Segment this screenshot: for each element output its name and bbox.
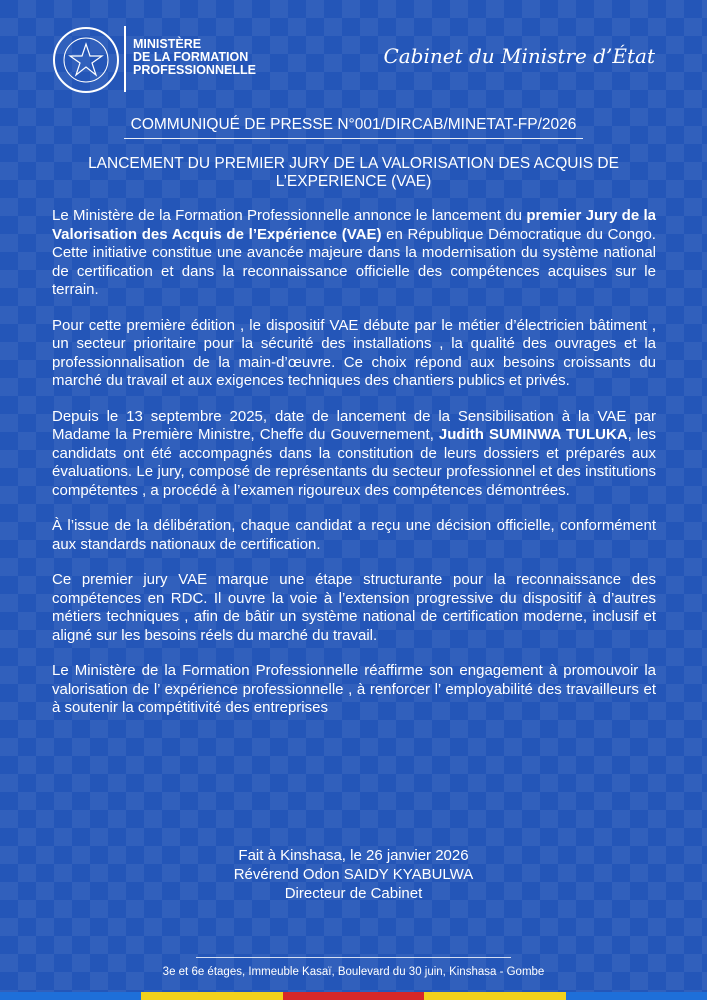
- p1-text-c: en République Démocratique du Congo. Cette initiative constitue une avancée majeure dans la modernisation du système national de certification et dans la reconnaissance officielle des compétences acquises sur le terrain.: [52, 225, 656, 298]
- reference-underline: [124, 138, 583, 139]
- footer-divider: [196, 957, 511, 958]
- header-divider: [124, 26, 126, 92]
- communique-body: [52, 207, 656, 735]
- ministry-line-3: PROFESSIONNELLE: [133, 63, 256, 77]
- signatory-name: Révérend Odon SAIDY KYABULWA: [233, 866, 474, 883]
- flag-segment: [283, 992, 424, 1000]
- p3-text-a: Depuis le 13 septembre 2025, date de lancement de la Sensibilisation à la VAE par Madame la Première Ministre, Cheffe du Gouvernement,: [52, 407, 656, 443]
- paragraph-6: Le Ministère de la Formation Professionnelle réaffirme son engagement à promouvoir la valorisation de l’ expérience professionnelle , à renforcer l’ employabilité des travailleurs et à soutenir la compétitivité des entreprises: [52, 662, 656, 716]
- ministry-line-1: MINISTÈRE: [133, 37, 202, 51]
- cabinet-title: Cabinet du Ministre d’État: [383, 44, 655, 68]
- paragraph-1: [52, 207, 656, 300]
- place-date: Fait à Kinshasa, le 26 janvier 2026: [238, 847, 469, 864]
- communique-reference: COMMUNIQUÉ DE PRESSE N°001/DIRCAB/MINETAT-FP/2026: [130, 116, 577, 133]
- p3-bold-name: Judith SUMINWA TULUKA: [438, 426, 628, 443]
- p1-bold: premier Jury de la Valorisation des Acquis de l’Expérience (VAE): [52, 207, 656, 243]
- flag-segment: [141, 992, 282, 1000]
- signatory-role: Directeur de Cabinet: [284, 885, 423, 902]
- coat-of-arms-seal: [52, 26, 120, 94]
- flag-segment: [424, 992, 565, 1000]
- ministry-line-2: DE LA FORMATION: [133, 50, 249, 64]
- paragraph-2: Pour cette première édition , le dispositif VAE débute par le métier d’électricien bâtiment , un secteur prioritaire pour la sécurité des installations , la qualité des ouvrages et la professionnalisation de la main-d’œuvre. Ce choix répond aux besoins croissants du marché du travail et aux exigences techniques des chantiers publics et privés.: [52, 316, 656, 389]
- flag-segment: [566, 992, 707, 1000]
- paragraph-3: [52, 408, 656, 501]
- ministry-name: [133, 38, 256, 77]
- flag-segment: [0, 992, 141, 1000]
- letterhead: [0, 0, 707, 100]
- communique-title: LANCEMENT DU PREMIER JURY DE LA VALORISATION DES ACQUIS DE L’EXPERIENCE (VAE): [88, 155, 619, 190]
- p3-text-c: , les candidats ont été accompagnés dans la constitution de leurs dossiers et préparés aux évaluations. Le jury, composé de représentants du secteur professionnel et des institutions compétentes , a procédé à l’examen rigoureux des compétences démontrées.: [52, 426, 657, 499]
- p1-text-a: Le Ministère de la Formation Professionnelle annonce le lancement du: [52, 207, 527, 224]
- paragraph-4: À l’issue de la délibération, chaque candidat a reçu une décision officielle, conformément aux standards nationaux de certification.: [52, 517, 656, 553]
- paragraph-5: Ce premier jury VAE marque une étape structurante pour la reconnaissance des compétences en RDC. Il ouvre la voie à l’extension progressive du dispositif à d’autres métiers techniques , afin de bâtir un système national de certification moderne, inclusif et aligné sur les besoins réels du marché du travail.: [52, 571, 656, 644]
- footer-address: 3e et 6e étages, Immeuble Kasaï, Boulevard du 30 juin, Kinshasa - Gombe: [162, 966, 545, 978]
- signature-block: [0, 846, 707, 903]
- flag-stripe: [0, 992, 707, 1000]
